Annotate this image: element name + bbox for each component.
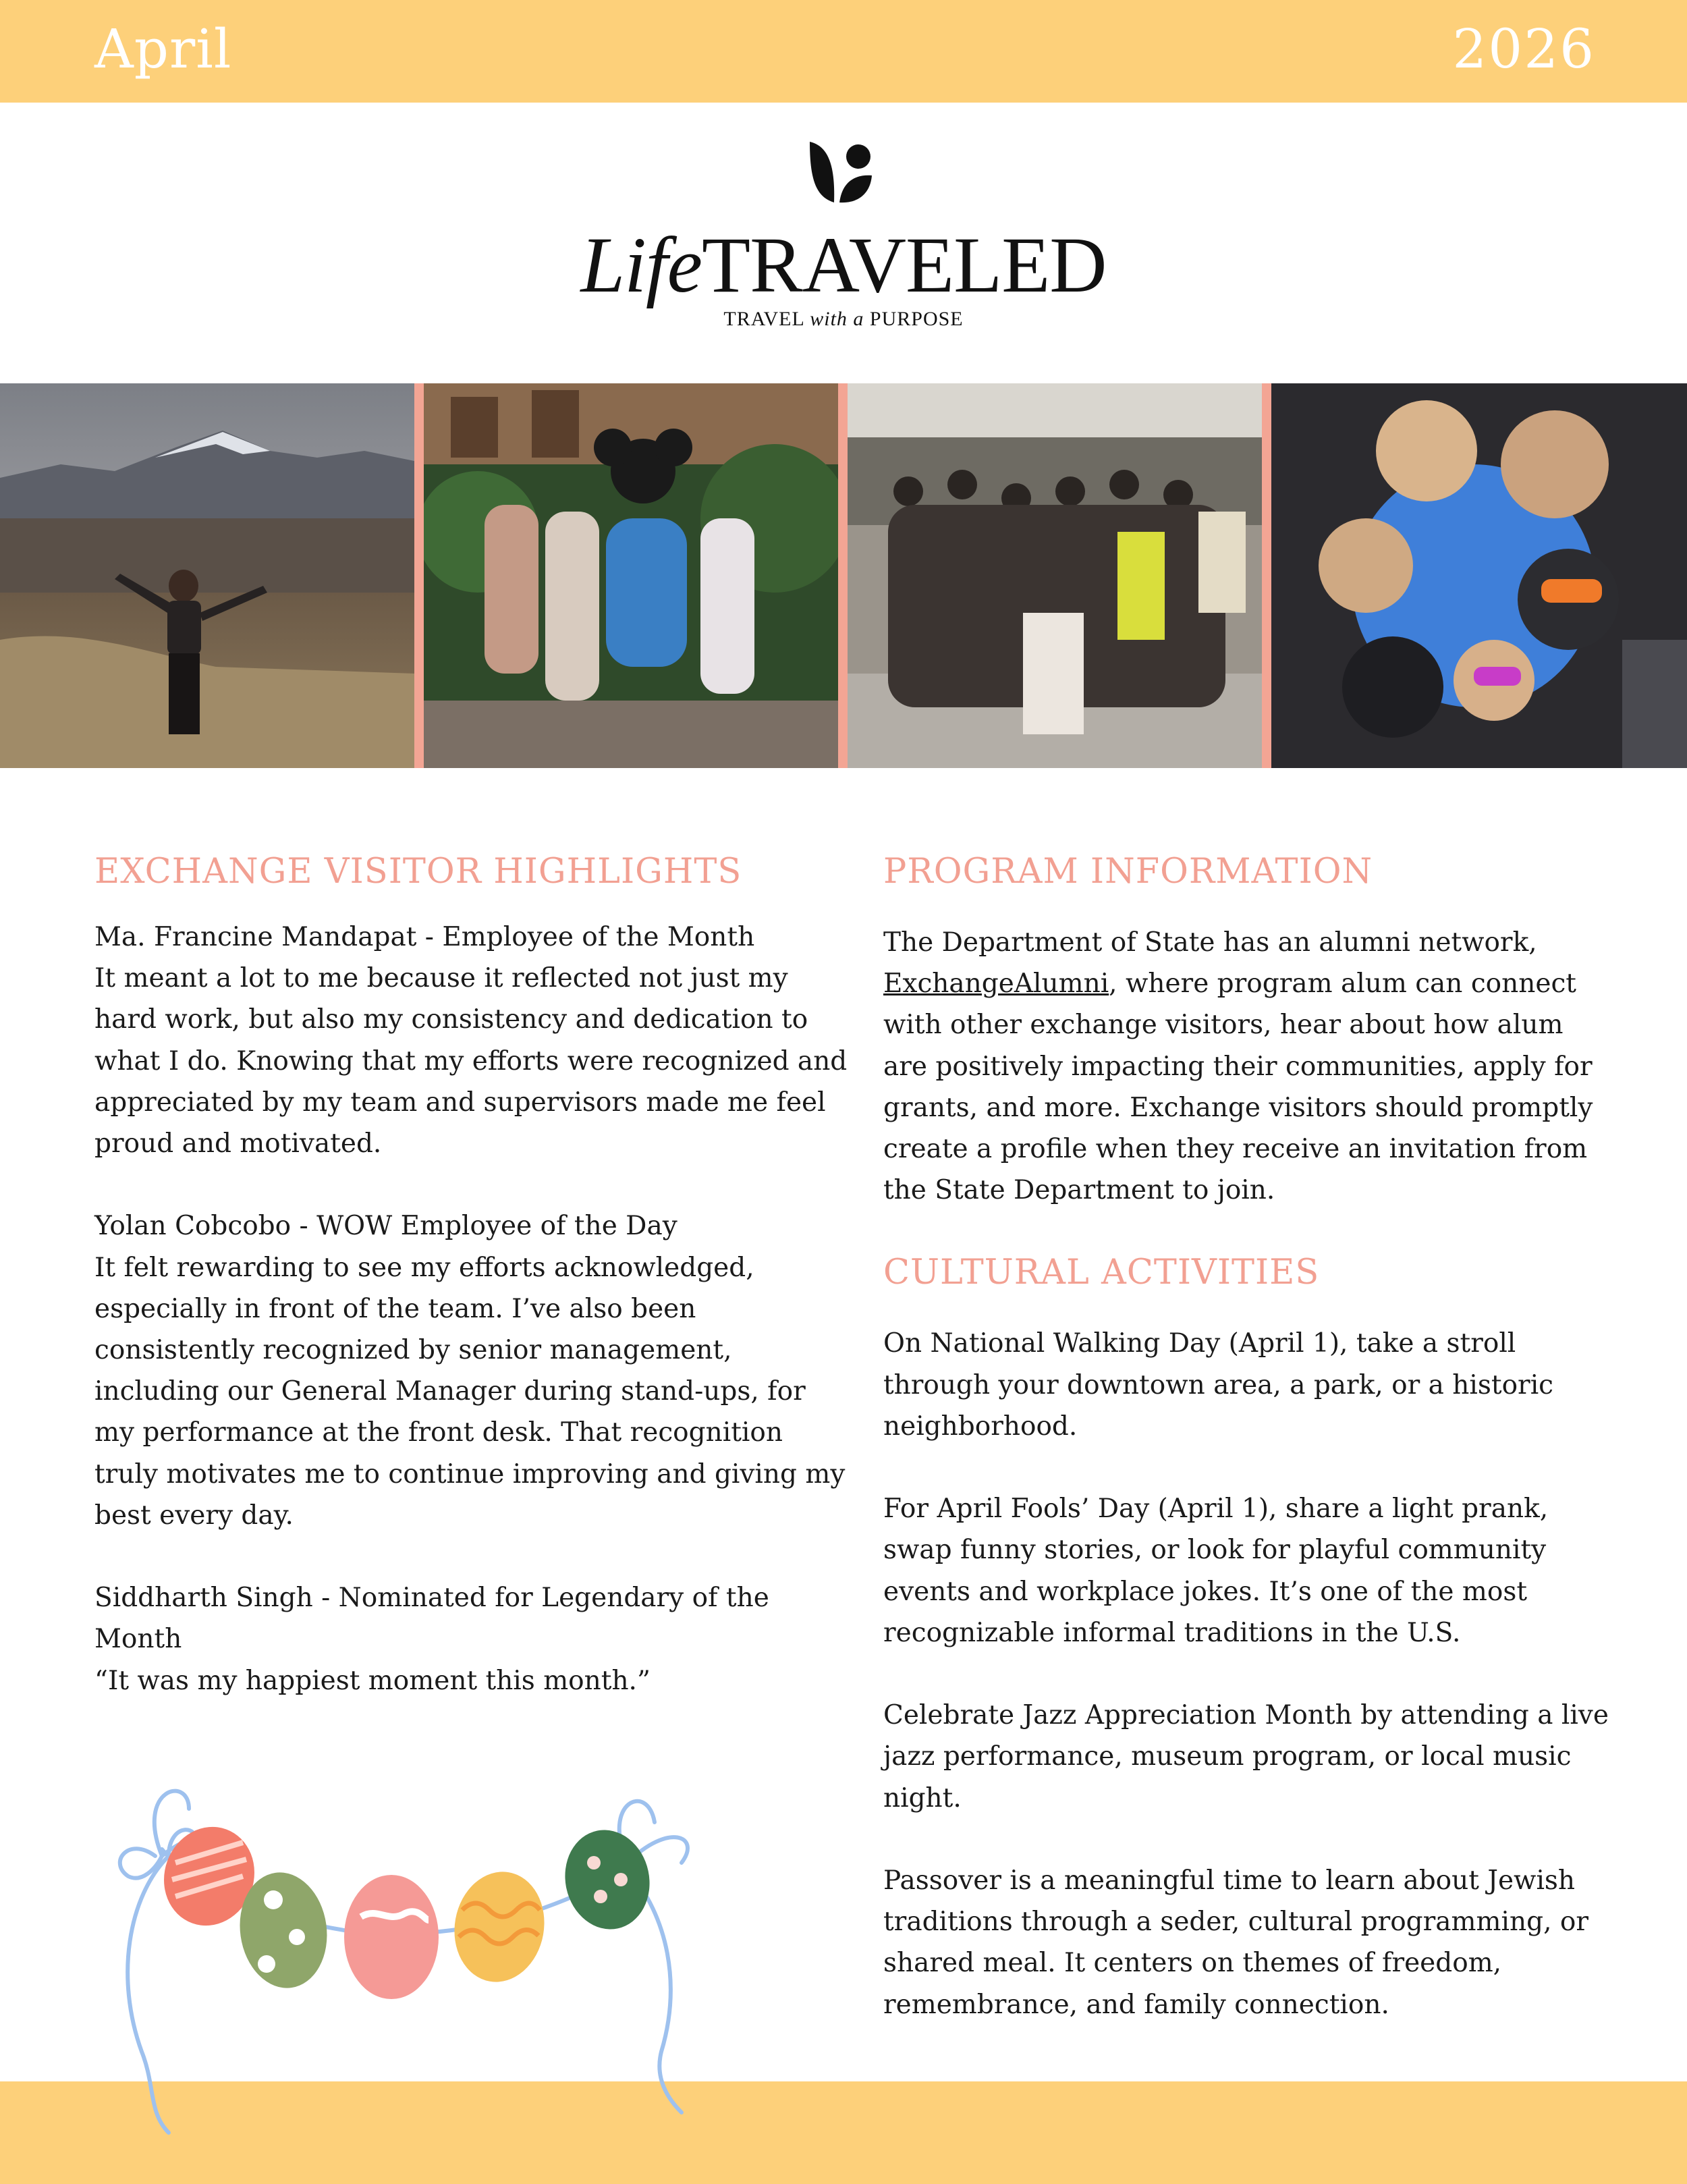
photo-group-celebration (848, 383, 1262, 768)
highlight-quote: It felt rewarding to see my efforts acknowledged, especially in front of the team. I’ve also been consistently recognized by senior management, including our General Manager during stand-ups, for my performance at the front desk. That recognition truly motivates me to continue improving and giving my best every day. (94, 1252, 846, 1531)
right-column (883, 849, 1612, 2025)
easter-egg-garland-illustration (88, 1762, 715, 2139)
highlight-title: Yolan Cobcobo - WOW Employee of the Day (94, 1211, 677, 1242)
highlight-title: Siddharth Singh - Nominated for Legendary of the Month (94, 1583, 769, 1655)
highlights-section (94, 849, 850, 1701)
logo-tagline: TRAVEL with a PURPOSE (723, 308, 964, 330)
highlight-quote: “It was my happiest moment this month.” (94, 1665, 651, 1696)
photo-strip (0, 383, 1687, 768)
logo-wordmark: LifeTRAVELED (580, 221, 1107, 309)
cultural-item: Celebrate Jazz Appreciation Month by attending a live jazz performance, museum program, or local music night. (883, 1700, 1609, 1813)
photo-mountain-overlook (0, 383, 414, 768)
highlight-entry (94, 1205, 850, 1536)
highlight-quote: It meant a lot to me because it reflected not just my hard work, but also my consistency and dedication to what I do. Knowing that my efforts were recognized and appreciated by my team and supervisors made me feel proud and motivated. (94, 963, 848, 1159)
cultural-item: For April Fools’ Day (April 1), share a light prank, swap funny stories, or look for playful community events and workplace jokes. It’s one of the most recognizable informal traditions in the U.S. (883, 1494, 1549, 1648)
exchange-alumni-link[interactable]: ExchangeAlumni (883, 968, 1109, 1000)
cultural-item: On National Walking Day (April 1), take a stroll through your downtown area, a park, or a historic neighborhood. (883, 1328, 1554, 1442)
leaf-logo-icon (807, 140, 875, 205)
photo-character-meetup (424, 383, 838, 768)
highlights-heading: EXCHANGE VISITOR HIGHLIGHTS (94, 852, 742, 892)
highlight-title: Ma. Francine Mandapat - Employee of the Month (94, 922, 755, 952)
photo-ski-huddle (1271, 383, 1687, 768)
header-band (0, 0, 1687, 103)
highlight-entry (94, 1577, 850, 1701)
program-heading: PROGRAM INFORMATION (883, 852, 1373, 892)
cultural-heading: CULTURAL ACTIVITIES (883, 1253, 1320, 1293)
highlight-entry (94, 917, 850, 1164)
program-text: The Department of State has an alumni network, ExchangeAlumni, where program alum can connect with other exchange visitors, hear about how alum are positively impacting their communities, apply for grants, and more. Exchange visitors should promptly create a profile when they receive an invitation from the State Department to join. (883, 927, 1593, 1206)
header-year: 2026 (1452, 18, 1595, 80)
cultural-item: Passover is a meaningful time to learn about Jewish traditions through a seder, cultural programming, or shared meal. It centers on themes of freedom, remembrance, and family connection. (883, 1865, 1588, 2020)
header-month: April (94, 18, 232, 80)
